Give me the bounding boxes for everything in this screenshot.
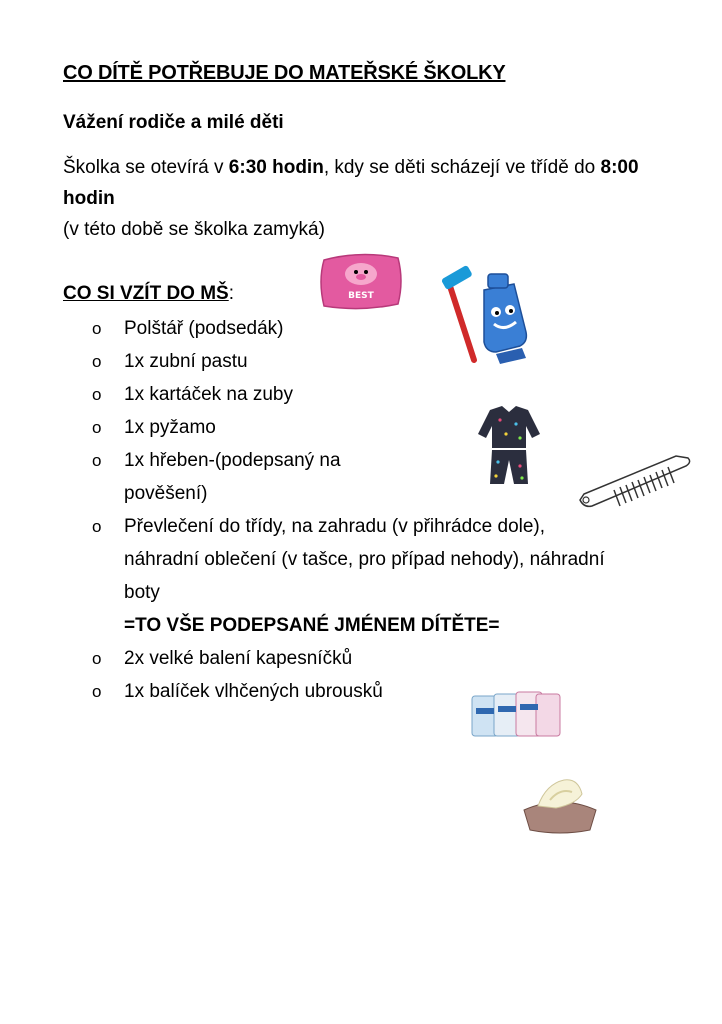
- tissues-image: [470, 688, 562, 742]
- signature-warning: =TO VŠE PODEPSANÉ JMÉNEM DÍTĚTE=: [124, 615, 500, 636]
- greeting: Vážení rodiče a milé děti: [63, 112, 284, 133]
- bullet-icon: o: [92, 451, 102, 470]
- intro-paragraph: [63, 152, 663, 245]
- bullet-icon: o: [92, 418, 102, 437]
- open-time: 6:30 hodin: [228, 157, 324, 178]
- intro-text-1: Školka se otevírá v: [63, 157, 229, 178]
- list-item: o Polštář (podsedák): [0, 312, 722, 345]
- bullet-icon: o: [92, 517, 102, 536]
- page-title: CO DÍTĚ POTŘEBUJE DO MATEŘSKÉ ŠKOLKY: [63, 62, 506, 84]
- pillow-label: BEST: [348, 291, 374, 301]
- bullet-icon: o: [92, 352, 102, 371]
- list-item: o 1x zubní pastu: [0, 345, 722, 378]
- list-item: o 2x velké balení kapesníčků: [0, 642, 722, 675]
- toothpaste-image: [436, 262, 544, 368]
- list-item: o 1x kartáček na zuby: [0, 378, 722, 411]
- section-heading: CO SI VZÍT DO MŠ:: [63, 283, 235, 304]
- bullet-icon: o: [92, 385, 102, 404]
- bullet-icon: o: [92, 682, 102, 701]
- list-item: o Převlečení do třídy, na zahradu (v přihrádce dole), náhradní oblečení (v tašce, pro případ nehody), náhradní boty: [0, 510, 722, 609]
- list-item: o 1x hřeben-(podepsaný na pověšení): [0, 444, 722, 510]
- list-item: o 1x pyžamo: [0, 411, 722, 444]
- intro-text-2: , kdy se děti scházejí ve třídě do: [323, 157, 601, 178]
- wet-wipes-image: [520, 770, 600, 836]
- close-time: 8:00 hodin: [63, 157, 639, 209]
- bullet-icon: o: [92, 319, 102, 338]
- bullet-icon: o: [92, 649, 102, 668]
- list-item: o 1x balíček vlhčených ubrousků: [0, 675, 722, 708]
- pillow-image: [318, 250, 404, 312]
- intro-note: (v této době se školka zamyká): [63, 219, 325, 240]
- pajamas-image: [476, 404, 542, 488]
- section-heading-text: CO SI VZÍT DO MŠ: [63, 283, 229, 304]
- comb-image: [574, 452, 696, 520]
